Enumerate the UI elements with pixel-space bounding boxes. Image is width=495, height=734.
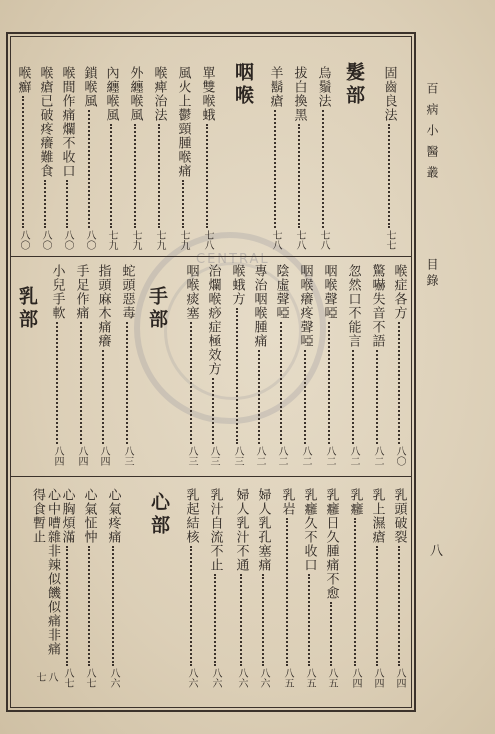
toc-leader-dots bbox=[352, 350, 354, 444]
toc-entry bbox=[118, 264, 136, 466]
toc-entry-page: 八二 bbox=[372, 446, 383, 466]
toc-entry bbox=[314, 66, 332, 250]
toc-entry-title: 陰虛聲啞 bbox=[273, 264, 289, 320]
toc-leader-dots bbox=[286, 518, 288, 666]
toc-entry-title: 婦人乳孔塞痛 bbox=[255, 488, 271, 572]
toc-entry-page: 八三 bbox=[186, 446, 197, 466]
toc-entry-page: 八三 bbox=[122, 446, 133, 466]
toc-entry-page: 八七 bbox=[62, 668, 73, 688]
toc-entry-page: 八六 bbox=[236, 668, 247, 688]
toc-entry-title: 婦人乳汁不通 bbox=[233, 488, 249, 572]
toc-entry-page: 八〇 bbox=[62, 230, 73, 250]
toc-entry-page: 八四 bbox=[76, 446, 87, 466]
toc-entry bbox=[94, 264, 112, 466]
toc-entry-page: 八〇 bbox=[84, 230, 95, 250]
toc-leader-dots bbox=[298, 124, 300, 228]
toc-leader-dots bbox=[88, 110, 90, 228]
toc-leader-dots bbox=[158, 124, 160, 228]
toc-entry-page: 八四 bbox=[372, 668, 383, 688]
divider-top bbox=[10, 256, 412, 257]
toc-entry bbox=[174, 66, 192, 250]
toc-entry-title: 喉痺治法 bbox=[151, 66, 167, 122]
toc-entry-title: 專治咽喉腫痛 bbox=[251, 264, 267, 348]
toc-entry-title: 固齒良法 bbox=[381, 66, 397, 122]
toc-entry bbox=[30, 488, 60, 688]
toc-entry-page: 八七 bbox=[34, 671, 57, 682]
toc-entry bbox=[368, 264, 386, 466]
toc-leader-dots bbox=[66, 546, 68, 666]
toc-entry bbox=[182, 488, 200, 688]
toc-entry bbox=[58, 488, 76, 688]
heading-breast: 乳部 bbox=[16, 286, 38, 332]
toc-leader-dots bbox=[134, 124, 136, 228]
toc-entry-title: 風火上鬱頸腫喉痛 bbox=[175, 66, 191, 178]
toc-leader-dots bbox=[328, 322, 330, 444]
toc-entry-title: 內纏喉風 bbox=[103, 66, 119, 122]
toc-leader-dots bbox=[262, 574, 264, 666]
toc-entry-title: 單雙喉蛾 bbox=[199, 66, 215, 122]
toc-entry bbox=[80, 488, 98, 688]
toc-entry bbox=[368, 488, 386, 688]
toc-leader-dots bbox=[398, 322, 400, 444]
toc-entry bbox=[320, 264, 338, 466]
toc-leader-dots bbox=[274, 110, 276, 228]
toc-entry-title: 乳癰 bbox=[347, 488, 363, 516]
toc-entry bbox=[14, 66, 32, 250]
toc-leader-dots bbox=[190, 322, 192, 444]
toc-leader-dots bbox=[44, 180, 46, 228]
toc-leader-dots bbox=[56, 322, 58, 444]
toc-entry-page: 八四 bbox=[52, 446, 63, 466]
toc-leader-dots bbox=[308, 574, 310, 666]
toc-entry-title: 乳癰日久腫痛不愈 bbox=[323, 488, 339, 600]
toc-entry-page: 八六 bbox=[258, 668, 269, 688]
toc-entry-page: 八〇 bbox=[394, 446, 405, 466]
toc-entry-title: 喉症各方 bbox=[391, 264, 407, 320]
toc-entry bbox=[204, 264, 222, 466]
toc-entry-title: 拔白換黑 bbox=[291, 66, 307, 122]
toc-entry bbox=[296, 264, 314, 466]
toc-entry-title: 驚嚇失音不語 bbox=[369, 264, 385, 348]
toc-leader-dots bbox=[322, 110, 324, 228]
toc-entry-page: 八五 bbox=[304, 668, 315, 688]
toc-entry-page: 八二 bbox=[300, 446, 311, 466]
toc-leader-dots bbox=[376, 546, 378, 666]
toc-entry bbox=[390, 264, 408, 466]
toc-entry-title: 喉瘡已破疼癢難食 bbox=[37, 66, 53, 178]
toc-entry bbox=[206, 488, 224, 688]
toc-leader-dots bbox=[240, 574, 242, 666]
toc-entry-title: 乳岩 bbox=[279, 488, 295, 516]
toc-entry-page: 七九 bbox=[106, 230, 117, 250]
toc-entry-title: 咽喉痰塞 bbox=[183, 264, 199, 320]
toc-leader-dots bbox=[88, 546, 90, 666]
toc-entry bbox=[266, 66, 284, 250]
toc-entry-title: 小兒手軟 bbox=[49, 264, 65, 320]
toc-entry-page: 八〇 bbox=[40, 230, 51, 250]
toc-entry bbox=[48, 264, 66, 466]
toc-entry bbox=[250, 264, 268, 466]
toc-entry-title: 乳癰久不收口 bbox=[301, 488, 317, 572]
toc-entry-page: 八四 bbox=[394, 668, 405, 688]
toc-entry bbox=[300, 488, 318, 688]
toc-entry-title: 忽然口不能言 bbox=[345, 264, 361, 348]
toc-entry-title: 咽喉癢疼聲啞 bbox=[297, 264, 313, 348]
toc-entry-title: 乳上濕瘡 bbox=[369, 488, 385, 544]
toc-leader-dots bbox=[354, 518, 356, 666]
toc-leader-dots bbox=[214, 574, 216, 666]
toc-entry-page: 七九 bbox=[178, 230, 189, 250]
toc-leader-dots bbox=[102, 350, 104, 444]
toc-entry-page: 八〇 bbox=[18, 230, 29, 250]
toc-entry-title: 咽喉聲啞 bbox=[321, 264, 337, 320]
heading-hand: 手部 bbox=[146, 286, 168, 332]
toc-entry bbox=[198, 66, 216, 250]
toc-entry-title: 羊鬍瘡 bbox=[267, 66, 283, 108]
toc-leader-dots bbox=[304, 350, 306, 444]
toc-entry-title: 心胸煩滿 bbox=[59, 488, 75, 544]
toc-entry-title: 喉癬 bbox=[15, 66, 31, 94]
heading-throat: 咽喉 bbox=[232, 62, 254, 108]
toc-leader-dots bbox=[80, 322, 82, 444]
section-label: 目錄 bbox=[425, 258, 439, 290]
toc-leader-dots bbox=[206, 124, 208, 228]
toc-entry bbox=[254, 488, 272, 688]
toc-entry-title: 喉蛾方 bbox=[229, 264, 245, 306]
toc-leader-dots bbox=[280, 322, 282, 444]
toc-entry bbox=[36, 66, 54, 250]
toc-entry bbox=[102, 66, 120, 250]
toc-entry-page: 八三 bbox=[232, 446, 243, 466]
toc-entry-page: 八二 bbox=[276, 446, 287, 466]
toc-leader-dots bbox=[182, 180, 184, 228]
toc-entry-title: 外纏喉風 bbox=[127, 66, 143, 122]
toc-entry bbox=[278, 488, 296, 688]
toc-entry-page: 七八 bbox=[270, 230, 281, 250]
toc-entry bbox=[290, 66, 308, 250]
toc-leader-dots bbox=[376, 350, 378, 444]
toc-entry-page: 八二 bbox=[254, 446, 265, 466]
toc-entry-page: 八四 bbox=[98, 446, 109, 466]
toc-entry-title: 心氣怔忡 bbox=[81, 488, 97, 544]
toc-leader-dots bbox=[398, 546, 400, 666]
toc-entry-page: 八三 bbox=[208, 446, 219, 466]
toc-entry-page: 八六 bbox=[210, 668, 221, 688]
toc-entry bbox=[232, 488, 250, 688]
toc-leader-dots bbox=[22, 96, 24, 228]
toc-entry-page: 八五 bbox=[326, 668, 337, 688]
toc-leader-dots bbox=[212, 378, 214, 444]
toc-entry-title: 蛇頭惡毒 bbox=[119, 264, 135, 320]
toc-leader-dots bbox=[236, 308, 238, 444]
toc-leader-dots bbox=[388, 124, 390, 228]
toc-leader-dots bbox=[66, 180, 68, 228]
page-number: 八 bbox=[430, 544, 444, 559]
toc-entry bbox=[344, 264, 362, 466]
toc-entry-page: 八四 bbox=[350, 668, 361, 688]
toc-entry-title: 乳頭破裂 bbox=[391, 488, 407, 544]
toc-entry-page: 八七 bbox=[84, 668, 95, 688]
toc-entry-page: 八六 bbox=[108, 668, 119, 688]
toc-entry-title: 治爛喉痧症極效方 bbox=[205, 264, 221, 376]
toc-entry bbox=[182, 264, 200, 466]
heading-hair: 髮部 bbox=[343, 62, 365, 108]
toc-entry-title: 乳汁自流不止 bbox=[207, 488, 223, 572]
toc-leader-dots bbox=[258, 350, 260, 444]
toc-entry-page: 七九 bbox=[130, 230, 141, 250]
heading-heart: 心部 bbox=[148, 492, 170, 538]
toc-entry-page: 八二 bbox=[348, 446, 359, 466]
toc-leader-dots bbox=[112, 546, 114, 666]
toc-entry bbox=[272, 264, 290, 466]
toc-entry-title: 心中嘈雜非辣似饑似痛非痛得食暫止 bbox=[30, 488, 60, 656]
toc-leader-dots bbox=[110, 124, 112, 228]
toc-leader-dots bbox=[126, 322, 128, 444]
toc-entry-page: 七九 bbox=[154, 230, 165, 250]
toc-entry bbox=[228, 264, 246, 466]
toc-entry bbox=[150, 66, 168, 250]
toc-leader-dots bbox=[190, 546, 192, 666]
toc-entry-title: 鎖喉風 bbox=[81, 66, 97, 108]
toc-entry-title: 手足作痛 bbox=[73, 264, 89, 320]
toc-entry bbox=[58, 66, 76, 250]
toc-entry bbox=[322, 488, 340, 688]
toc-entry-title: 指頭麻木痛癢 bbox=[95, 264, 111, 348]
toc-entry-page: 八六 bbox=[186, 668, 197, 688]
toc-entry-title: 心氣疼痛 bbox=[105, 488, 121, 544]
toc-entry-title: 喉間作痛爛不收口 bbox=[59, 66, 75, 178]
toc-entry-page: 七七 bbox=[384, 230, 395, 250]
toc-entry-page: 七八 bbox=[318, 230, 329, 250]
toc-entry-title: 乳起結核 bbox=[183, 488, 199, 544]
toc-entry-title: 烏鬚法 bbox=[315, 66, 331, 108]
toc-entry-page: 八二 bbox=[324, 446, 335, 466]
toc-entry-page: 八五 bbox=[282, 668, 293, 688]
toc-entry bbox=[126, 66, 144, 250]
toc-entry bbox=[72, 264, 90, 466]
toc-entry bbox=[380, 66, 398, 250]
toc-entry-page: 七八 bbox=[294, 230, 305, 250]
toc-entry bbox=[104, 488, 122, 688]
toc-entry bbox=[390, 488, 408, 688]
toc-leader-dots bbox=[330, 602, 332, 666]
toc-entry bbox=[346, 488, 364, 688]
book-title: 百病小醫叢 bbox=[425, 82, 439, 187]
toc-entry bbox=[80, 66, 98, 250]
stamp-text: CENTRAL bbox=[196, 252, 270, 267]
toc-entry-page: 七八 bbox=[202, 230, 213, 250]
divider-bottom bbox=[10, 476, 412, 477]
